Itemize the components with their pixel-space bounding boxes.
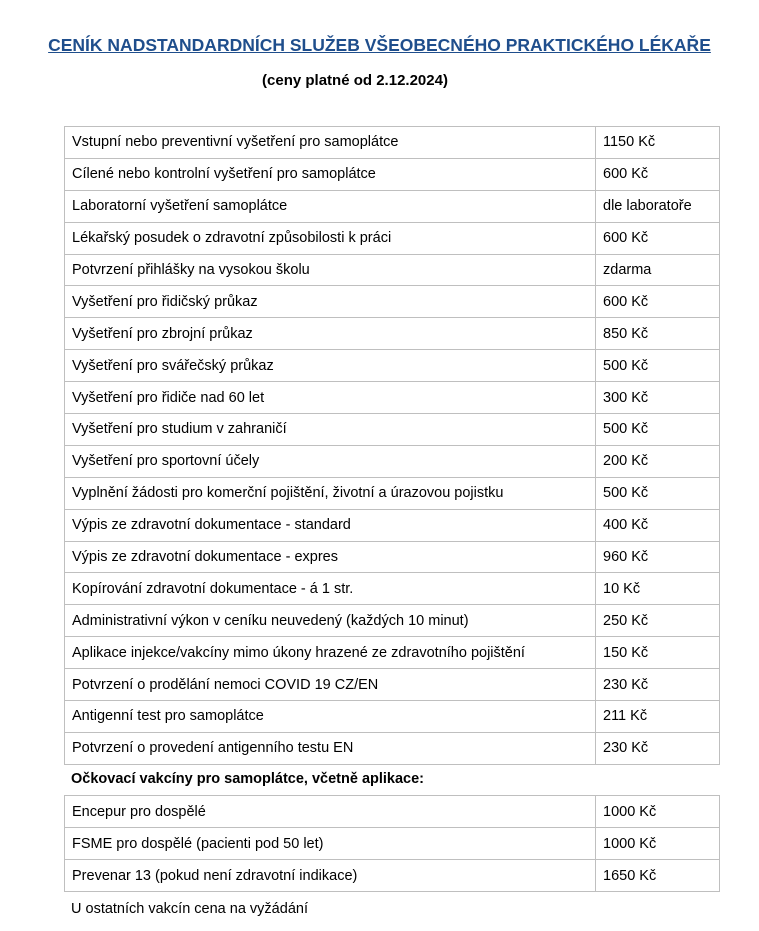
service-price: 250 Kč (596, 605, 720, 637)
service-name: Vyšetření pro svářečský průkaz (65, 350, 596, 382)
service-price: 850 Kč (596, 318, 720, 350)
service-price: 10 Kč (596, 573, 720, 605)
table-row (65, 637, 720, 669)
service-price: 500 Kč (596, 350, 720, 382)
table-row (65, 286, 720, 318)
table-row (65, 382, 720, 414)
service-name: Vyplnění žádosti pro komerční pojištění, životní a úrazovou pojistku (65, 477, 596, 509)
table-row (65, 445, 720, 477)
service-name: Výpis ze zdravotní dokumentace - expres (65, 541, 596, 573)
table-row (65, 190, 720, 222)
table-row (65, 541, 720, 573)
table-row (65, 605, 720, 637)
service-name: Vyšetření pro studium v zahraničí (65, 414, 596, 446)
service-price: 500 Kč (596, 477, 720, 509)
service-name: Potvrzení o prodělání nemoci COVID 19 CZ/EN (65, 669, 596, 701)
table-row (65, 477, 720, 509)
service-price: 960 Kč (596, 541, 720, 573)
service-price: 500 Kč (596, 414, 720, 446)
service-name: Vyšetření pro řidičský průkaz (65, 286, 596, 318)
service-price: 600 Kč (596, 158, 720, 190)
page-title: CENÍK NADSTANDARDNÍCH SLUŽEB VŠEOBECNÉHO PRAKTICKÉHO LÉKAŘE (48, 35, 711, 55)
table-row (65, 669, 720, 701)
service-price: dle laboratoře (596, 190, 720, 222)
table-row (65, 509, 720, 541)
service-name: Prevenar 13 (pokud není zdravotní indikace) (65, 860, 596, 892)
service-price: 1000 Kč (596, 828, 720, 860)
table-row (65, 254, 720, 286)
table-row (65, 701, 720, 733)
footer-note: U ostatních vakcín cena na vyžádání (71, 901, 308, 917)
service-price: 1650 Kč (596, 860, 720, 892)
service-price: 600 Kč (596, 286, 720, 318)
service-name: Vstupní nebo preventivní vyšetření pro samoplátce (65, 127, 596, 159)
validity-subtitle: (ceny platné od 2.12.2024) (262, 72, 448, 89)
service-name: Vyšetření pro zbrojní průkaz (65, 318, 596, 350)
service-name: Cílené nebo kontrolní vyšetření pro samoplátce (65, 158, 596, 190)
table-row (65, 318, 720, 350)
service-name: Administrativní výkon v ceníku neuvedený (každých 10 minut) (65, 605, 596, 637)
service-name: Antigenní test pro samoplátce (65, 701, 596, 733)
table-row (65, 158, 720, 190)
service-price: 300 Kč (596, 382, 720, 414)
service-price: 150 Kč (596, 637, 720, 669)
table-row (65, 860, 720, 892)
service-price: 1000 Kč (596, 796, 720, 828)
service-name: FSME pro dospělé (pacienti pod 50 let) (65, 828, 596, 860)
service-name: Potvrzení přihlášky na vysokou školu (65, 254, 596, 286)
service-price: zdarma (596, 254, 720, 286)
services-price-table (64, 126, 720, 765)
service-price: 400 Kč (596, 509, 720, 541)
table-row (65, 414, 720, 446)
service-price: 200 Kč (596, 445, 720, 477)
service-name: Vyšetření pro řidiče nad 60 let (65, 382, 596, 414)
service-name: Encepur pro dospělé (65, 796, 596, 828)
service-name: Aplikace injekce/vakcíny mimo úkony hrazené ze zdravotního pojištění (65, 637, 596, 669)
service-price: 230 Kč (596, 732, 720, 764)
service-name: Vyšetření pro sportovní účely (65, 445, 596, 477)
service-price: 600 Kč (596, 222, 720, 254)
table-row (65, 127, 720, 159)
service-name: Výpis ze zdravotní dokumentace - standard (65, 509, 596, 541)
table-row (65, 350, 720, 382)
service-name: Potvrzení o provedení antigenního testu EN (65, 732, 596, 764)
table-row (65, 573, 720, 605)
vaccines-heading: Očkovací vakcíny pro samoplátce, včetně aplikace: (71, 771, 425, 787)
service-name: Kopírování zdravotní dokumentace - á 1 str. (65, 573, 596, 605)
service-price: 1150 Kč (596, 127, 720, 159)
service-price: 230 Kč (596, 669, 720, 701)
table-row (65, 828, 720, 860)
service-name: Laboratorní vyšetření samoplátce (65, 190, 596, 222)
service-name: Lékařský posudek o zdravotní způsobilosti k práci (65, 222, 596, 254)
table-row (65, 222, 720, 254)
service-price: 211 Kč (596, 701, 720, 733)
table-row (65, 732, 720, 764)
vaccines-price-table (64, 795, 720, 892)
table-row (65, 796, 720, 828)
